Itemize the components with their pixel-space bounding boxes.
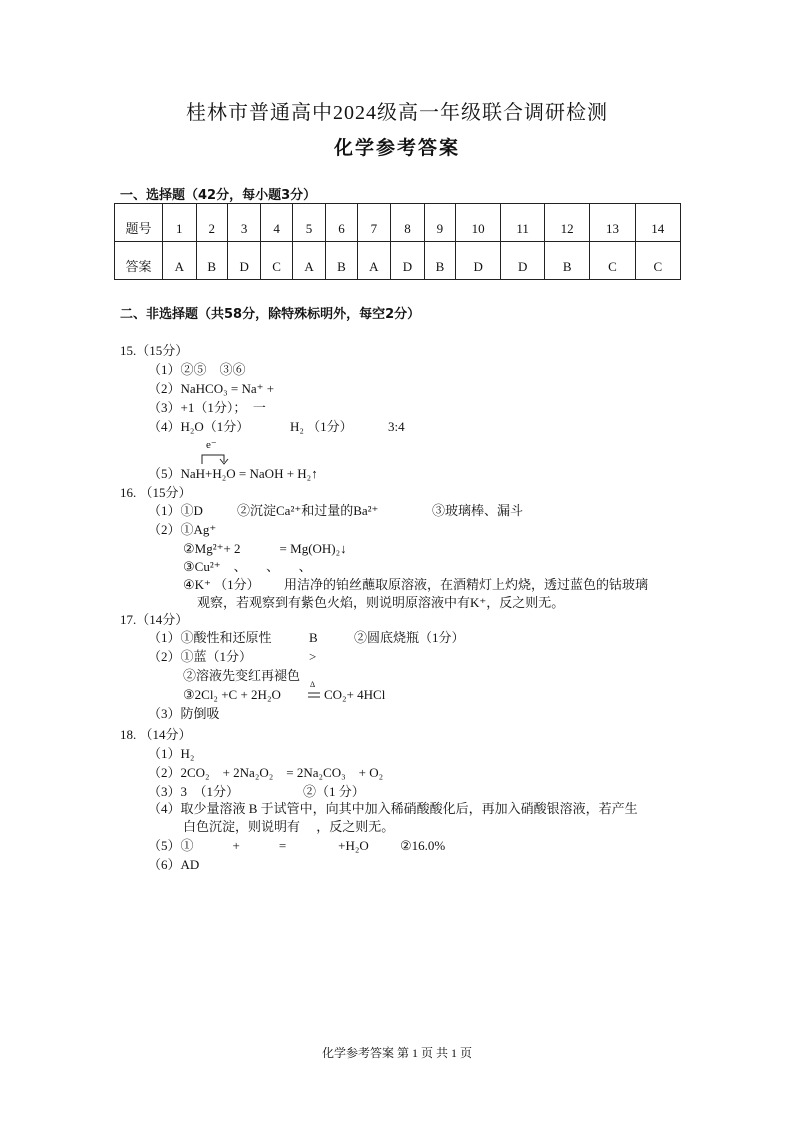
- answer-table: [114, 203, 681, 280]
- q18-part6: （6）AD: [148, 857, 200, 872]
- q18-part4-a: （4）取少量溶液 B 于试管中，向其中加入稀硝酸酸化后，再加入硝酸银溶液，若产生: [148, 801, 638, 816]
- q15-part3: （3）+1（1分）； 一: [148, 400, 266, 415]
- q17-part2-1-a: （2）①蓝（1分）: [148, 649, 253, 664]
- question-number-cell: 9: [424, 204, 455, 242]
- q15-part1: （1）②⑤ ③⑥: [148, 362, 246, 377]
- q16-part2-4-b: 用洁净的铂丝蘸取原溶液，在酒精灯上灼烧，透过蓝色的钴玻璃: [284, 577, 649, 592]
- q16-part2-3: ③Cu²⁺ 、 、 、: [183, 559, 312, 574]
- q18-part3-b: ②（1 分）: [303, 784, 365, 799]
- q16-part2-2: ②Mg²⁺+ 2 = Mg(OH)₂↓: [183, 541, 347, 556]
- answer-row: [115, 242, 681, 280]
- q15-part5: （5）NaH+H₂O = NaOH + H₂↑: [148, 466, 318, 481]
- question-number-cell: 12: [545, 204, 590, 242]
- q18-heading: 18. （14分）: [120, 727, 192, 742]
- question-number-cell: 7: [357, 204, 391, 242]
- q16-part1-b: ②沉淀Ca²⁺和过量的Ba²⁺: [237, 503, 379, 518]
- q16-part1-c: ③玻璃棒、漏斗: [432, 503, 524, 518]
- answer-cell: A: [357, 242, 391, 280]
- equals-sign-icon: [307, 690, 321, 700]
- q15-heading: 15.（15分）: [120, 343, 189, 358]
- answer-cell: B: [326, 242, 357, 280]
- answer-cell: B: [196, 242, 227, 280]
- answer-cell: B: [424, 242, 455, 280]
- question-number-cell: 14: [635, 204, 680, 242]
- q17-part2-3-b: CO₂+ 4HCl: [324, 687, 386, 702]
- q16-part2-1: （2）①Ag⁺: [148, 522, 217, 537]
- answer-cell: A: [292, 242, 326, 280]
- question-number-cell: 11: [501, 204, 545, 242]
- question-number-cell: 5: [292, 204, 326, 242]
- question-number-row: [115, 204, 681, 242]
- question-number-cell: 8: [391, 204, 425, 242]
- q18-part1: （1）H₂: [148, 746, 195, 761]
- answer-cell: A: [163, 242, 197, 280]
- q17-part2-1-b: >: [309, 649, 317, 664]
- document-title: 桂林市普通高中2024级高一年级联合调研检测: [186, 102, 608, 124]
- q15-part4-a: （4）H₂O（1分）: [148, 419, 250, 434]
- q16-part2-4-a: ④K⁺ （1分）: [183, 577, 260, 592]
- electron-transfer-arrow-icon: [200, 452, 230, 466]
- answer-cell: B: [545, 242, 590, 280]
- question-number-cell: 10: [456, 204, 501, 242]
- q15-part4-b: H₂ （1分）: [290, 419, 353, 434]
- q17-part2-2: ②溶液先变红再褪色: [183, 668, 301, 683]
- answer-cell: D: [501, 242, 545, 280]
- q15-part4-c: 3:4: [388, 419, 405, 434]
- q18-part5-b: ②16.0%: [400, 838, 446, 853]
- page-footer: 化学参考答案 第 1 页 共 1 页: [321, 1046, 472, 1060]
- question-number-cell: 4: [261, 204, 292, 242]
- q15-part2: （2）NaHCO₃ = Na⁺ +: [148, 381, 275, 396]
- electron-label: e⁻: [206, 439, 217, 451]
- q18-part3-a: （3）3 （1分）: [148, 784, 240, 799]
- row-label-question: 题号: [115, 204, 163, 242]
- heat-symbol: Δ: [310, 680, 316, 689]
- section-1-heading: 一、选择题（42分，每小题3分）: [120, 188, 317, 203]
- answer-cell: C: [590, 242, 635, 280]
- q16-part1-a: （1）①D: [148, 503, 203, 518]
- q18-part4-b: 白色沉淀，则说明有 ，反之则无。: [183, 819, 395, 834]
- q17-heading: 17.（14分）: [120, 612, 189, 627]
- answer-cell: C: [261, 242, 292, 280]
- answer-cell: C: [635, 242, 680, 280]
- question-number-cell: 3: [227, 204, 261, 242]
- answer-cell: D: [227, 242, 261, 280]
- q16-part2-4-c: 观察，若观察到有紫色火焰，则说明原溶液中有K⁺，反之则无。: [197, 595, 565, 610]
- q18-part2: （2）2CO₂ + 2Na₂O₂ = 2Na₂CO₃ + O₂: [148, 765, 384, 780]
- document-subtitle: 化学参考答案: [333, 137, 460, 159]
- question-number-cell: 2: [196, 204, 227, 242]
- q17-part1-b: B: [309, 630, 318, 645]
- row-label-answer: 答案: [115, 242, 163, 280]
- question-number-cell: 6: [326, 204, 357, 242]
- question-number-cell: 13: [590, 204, 635, 242]
- q16-heading: 16. （15分）: [120, 485, 192, 500]
- question-number-cell: 1: [163, 204, 197, 242]
- section-2-heading: 二、非选择题（共58分，除特殊标明外，每空2分）: [120, 307, 421, 322]
- answer-cell: D: [456, 242, 501, 280]
- q18-part5-a: （5）① + = +H₂O: [148, 838, 369, 853]
- q17-part1-c: ②圆底烧瓶（1分）: [354, 630, 465, 645]
- answer-cell: D: [391, 242, 425, 280]
- q17-part3: （3）防倒吸: [148, 706, 220, 721]
- q17-part2-3-a: ③2Cl₂ +C + 2H₂O: [183, 687, 281, 702]
- q17-part1-a: （1）①酸性和还原性: [148, 630, 272, 645]
